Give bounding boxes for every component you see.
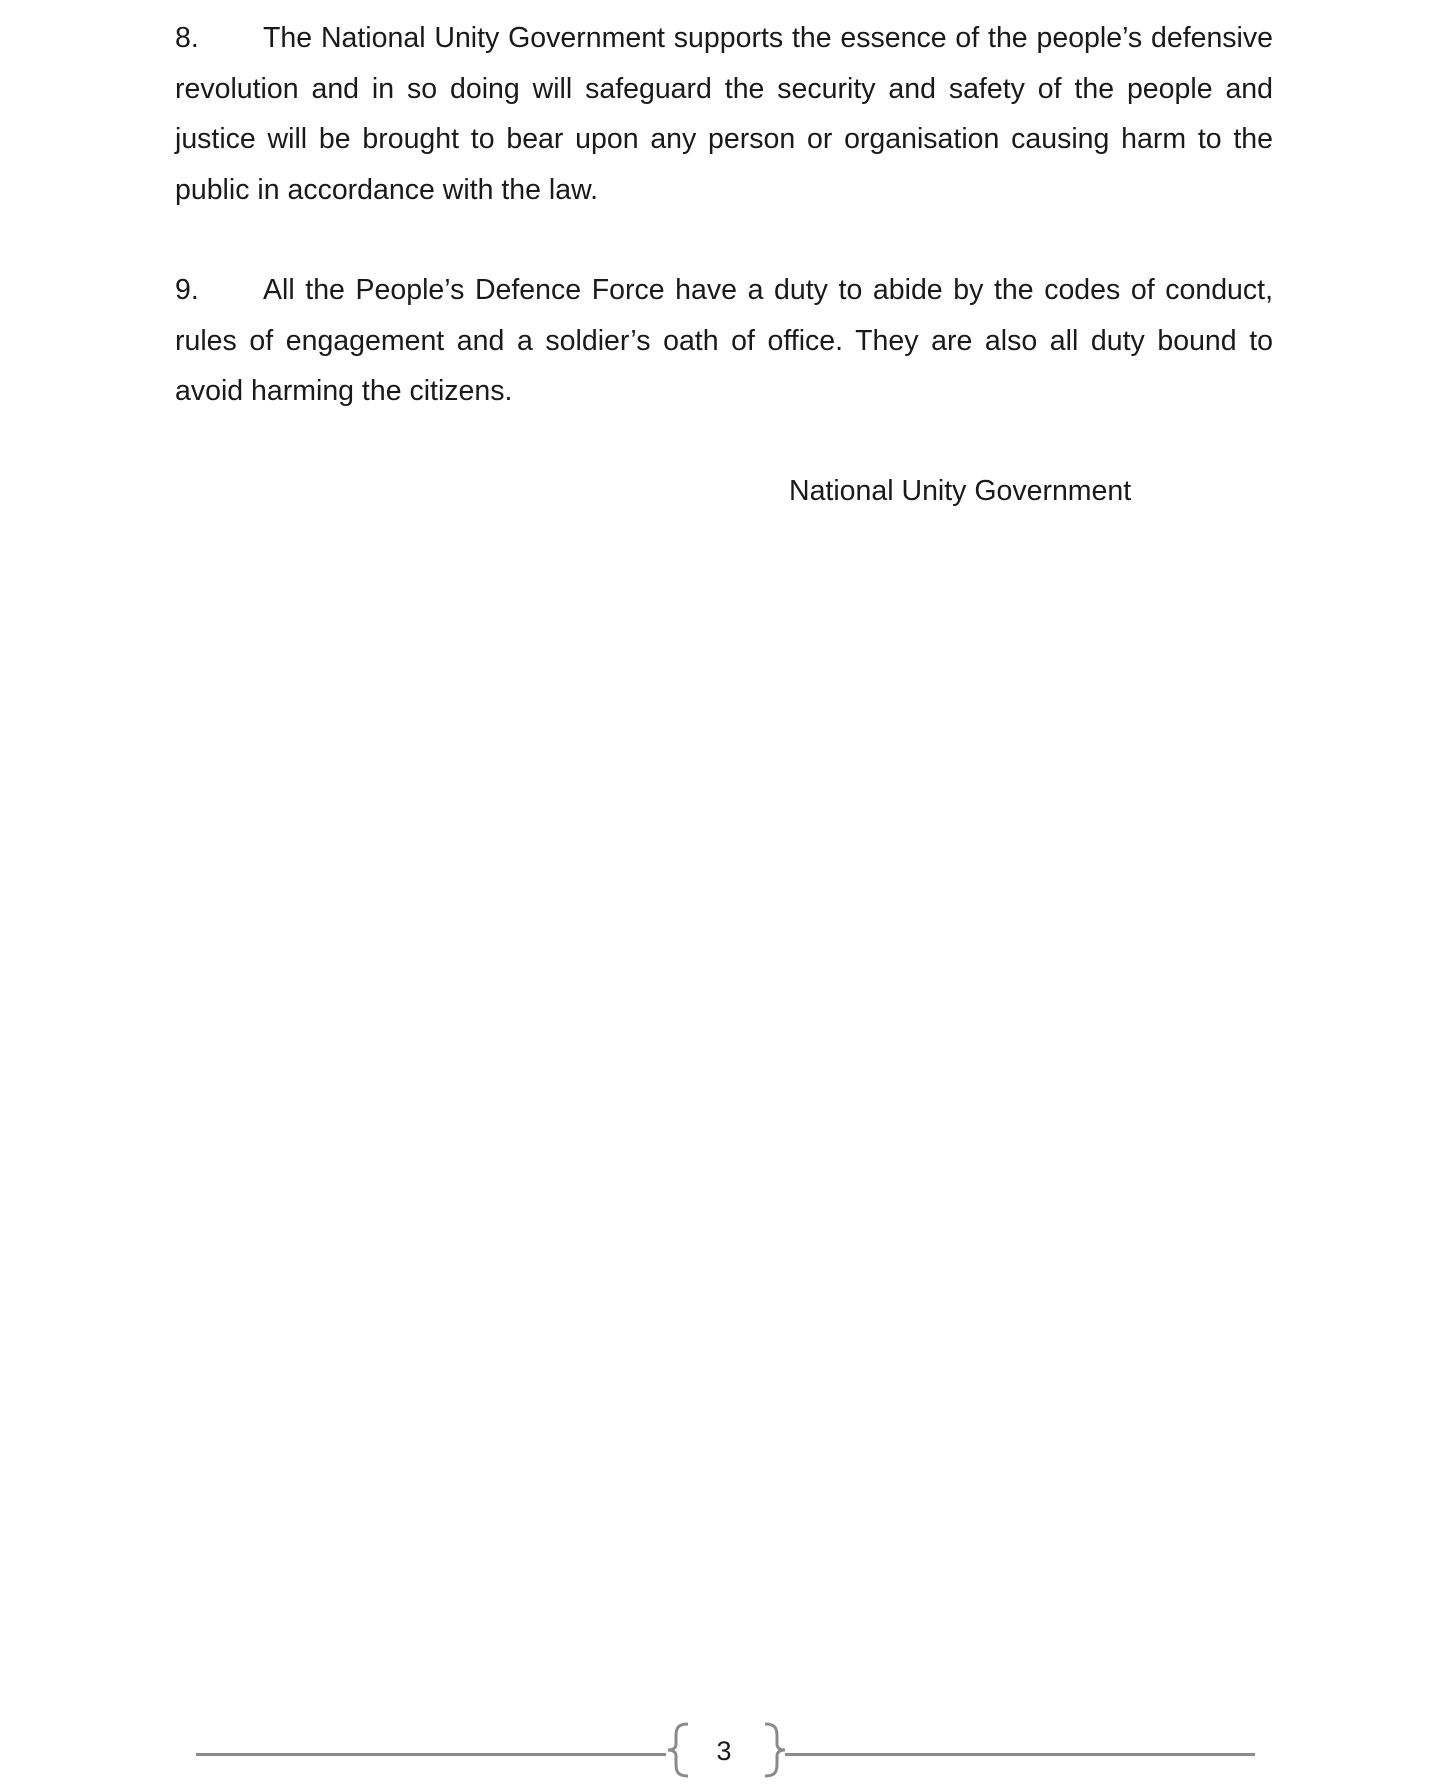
- paragraph-text: All the People’s Defence Force have a duty to abide by the codes of conduct, rules of engagement and a soldier’s oath of office. They are also all duty bound to avoid harming the citizens.: [175, 274, 1273, 407]
- signature-line: National Unity Government: [789, 475, 1132, 507]
- paragraph-9: [175, 265, 1273, 417]
- footer-rule-right: [785, 1753, 1255, 1756]
- paragraph-text: The National Unity Government supports the essence of the people’s defensive revolution and in so doing will safeguard the security and safety of the people and justice will be brought to bear upon any person or organisation causing harm to the public in accordance with the law.: [175, 22, 1273, 206]
- right-brace-icon: [759, 1722, 789, 1778]
- left-brace-icon: [664, 1722, 694, 1778]
- paragraph-8: [175, 13, 1273, 215]
- page-number: 3: [716, 1736, 732, 1766]
- footer-rule-left: [196, 1753, 666, 1756]
- page-footer: [0, 1720, 1447, 1780]
- paragraph-number: 9.: [175, 274, 199, 306]
- paragraph-number: 8.: [175, 22, 199, 54]
